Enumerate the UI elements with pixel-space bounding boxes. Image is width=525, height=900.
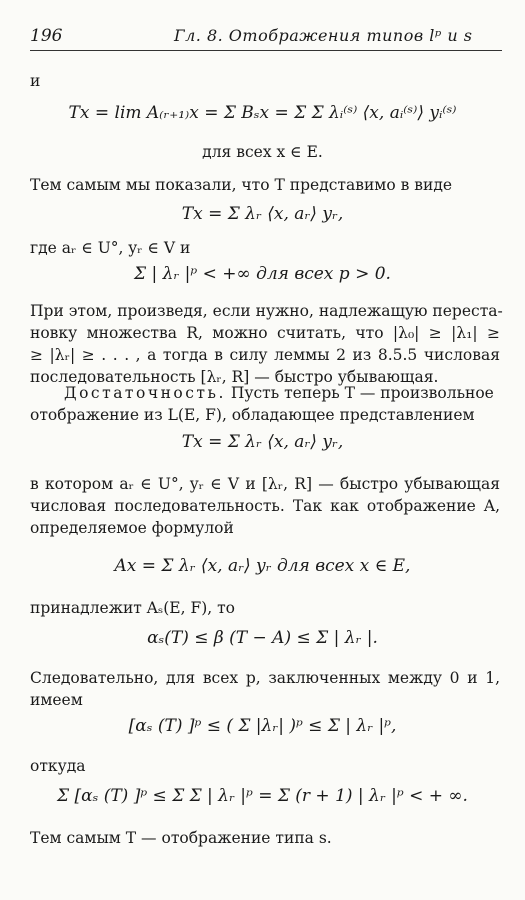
page-number: 196 <box>30 26 63 46</box>
text-line: последовательность [λᵣ, R] — быстро убывающая. <box>30 368 439 386</box>
formula-alpha-bound: αₛ(T) ≤ β (T − A) ≤ Σ | λᵣ |. <box>147 628 378 648</box>
text-line: Тем самым мы показали, что T представимо в виде <box>30 176 453 194</box>
formula-condition: для всех x ∈ E. <box>202 143 323 161</box>
formula-tx-sum: Tx = Σ λᵣ ⟨x, aᵣ⟩ yᵣ, <box>181 204 344 224</box>
text-line: в котором aᵣ ∈ U°, yᵣ ∈ V и [λᵣ, R] — быстро убывающая <box>30 475 500 493</box>
formula-alpha-power: [αₛ (T) ]ᵖ ≤ ( Σ |λᵣ| )ᵖ ≤ Σ | λᵣ |ᵖ, <box>128 716 397 736</box>
text-line: где aᵣ ∈ U°, yᵣ ∈ V и <box>30 239 191 257</box>
text-line: ≥ |λᵣ| ≥ . . . , а тогда в силу леммы 2 из 8.5.5 числовая <box>30 346 500 364</box>
formula-lambda-sum: Σ | λᵣ |ᵖ < +∞ для всех p > 0. <box>134 264 391 284</box>
text-line: откуда <box>30 757 86 775</box>
formula-ax: Ax = Σ λᵣ ⟨x, aᵣ⟩ yᵣ для всех x ∈ E, <box>114 556 411 576</box>
text-line: и <box>30 72 41 90</box>
text-line: При этом, произведя, если нужно, надлежащую переста- <box>30 302 503 320</box>
text-line: новку множества R, можно считать, что |λ₀| ≥ |λ₁| ≥ <box>30 324 500 342</box>
sufficiency-line <box>64 382 500 404</box>
header-rule <box>30 50 502 51</box>
text-line: Следовательно, для всех p, заключенных между 0 и 1, <box>30 669 500 687</box>
text-line: определяемое формулой <box>30 519 234 537</box>
formula-tx-representation: Tx = Σ λᵣ ⟨x, aᵣ⟩ yᵣ, <box>181 432 344 452</box>
formula-final-sum: Σ [αₛ (T) ]ᵖ ≤ Σ Σ | λᵣ |ᵖ = Σ (r + 1) | λᵣ |ᵖ < + ∞. <box>57 786 468 806</box>
page-header <box>30 26 500 50</box>
formula-tx-limit: Tx = lim A₍ᵣ₊₁₎x = Σ Bₛx = Σ Σ λᵢ⁽ˢ⁾ ⟨x, aᵢ⁽ˢ⁾⟩ yᵢ⁽ˢ⁾ <box>68 103 457 123</box>
section-heading-sufficiency: Достаточность. <box>64 384 226 402</box>
running-title: Гл. 8. Отображения типов lᵖ и s <box>174 26 473 45</box>
text-line: имеем <box>30 691 83 709</box>
text-line: числовая последовательность. Так как отображение A, <box>30 497 500 515</box>
text-line: отображение из L(E, F), обладающее представлением <box>30 406 475 424</box>
text-fragment: Пусть теперь T — произвольное <box>230 384 494 402</box>
text-line: Тем самым T — отображение типа s. <box>30 829 332 847</box>
text-line: принадлежит Aₛ(E, F), то <box>30 599 236 617</box>
